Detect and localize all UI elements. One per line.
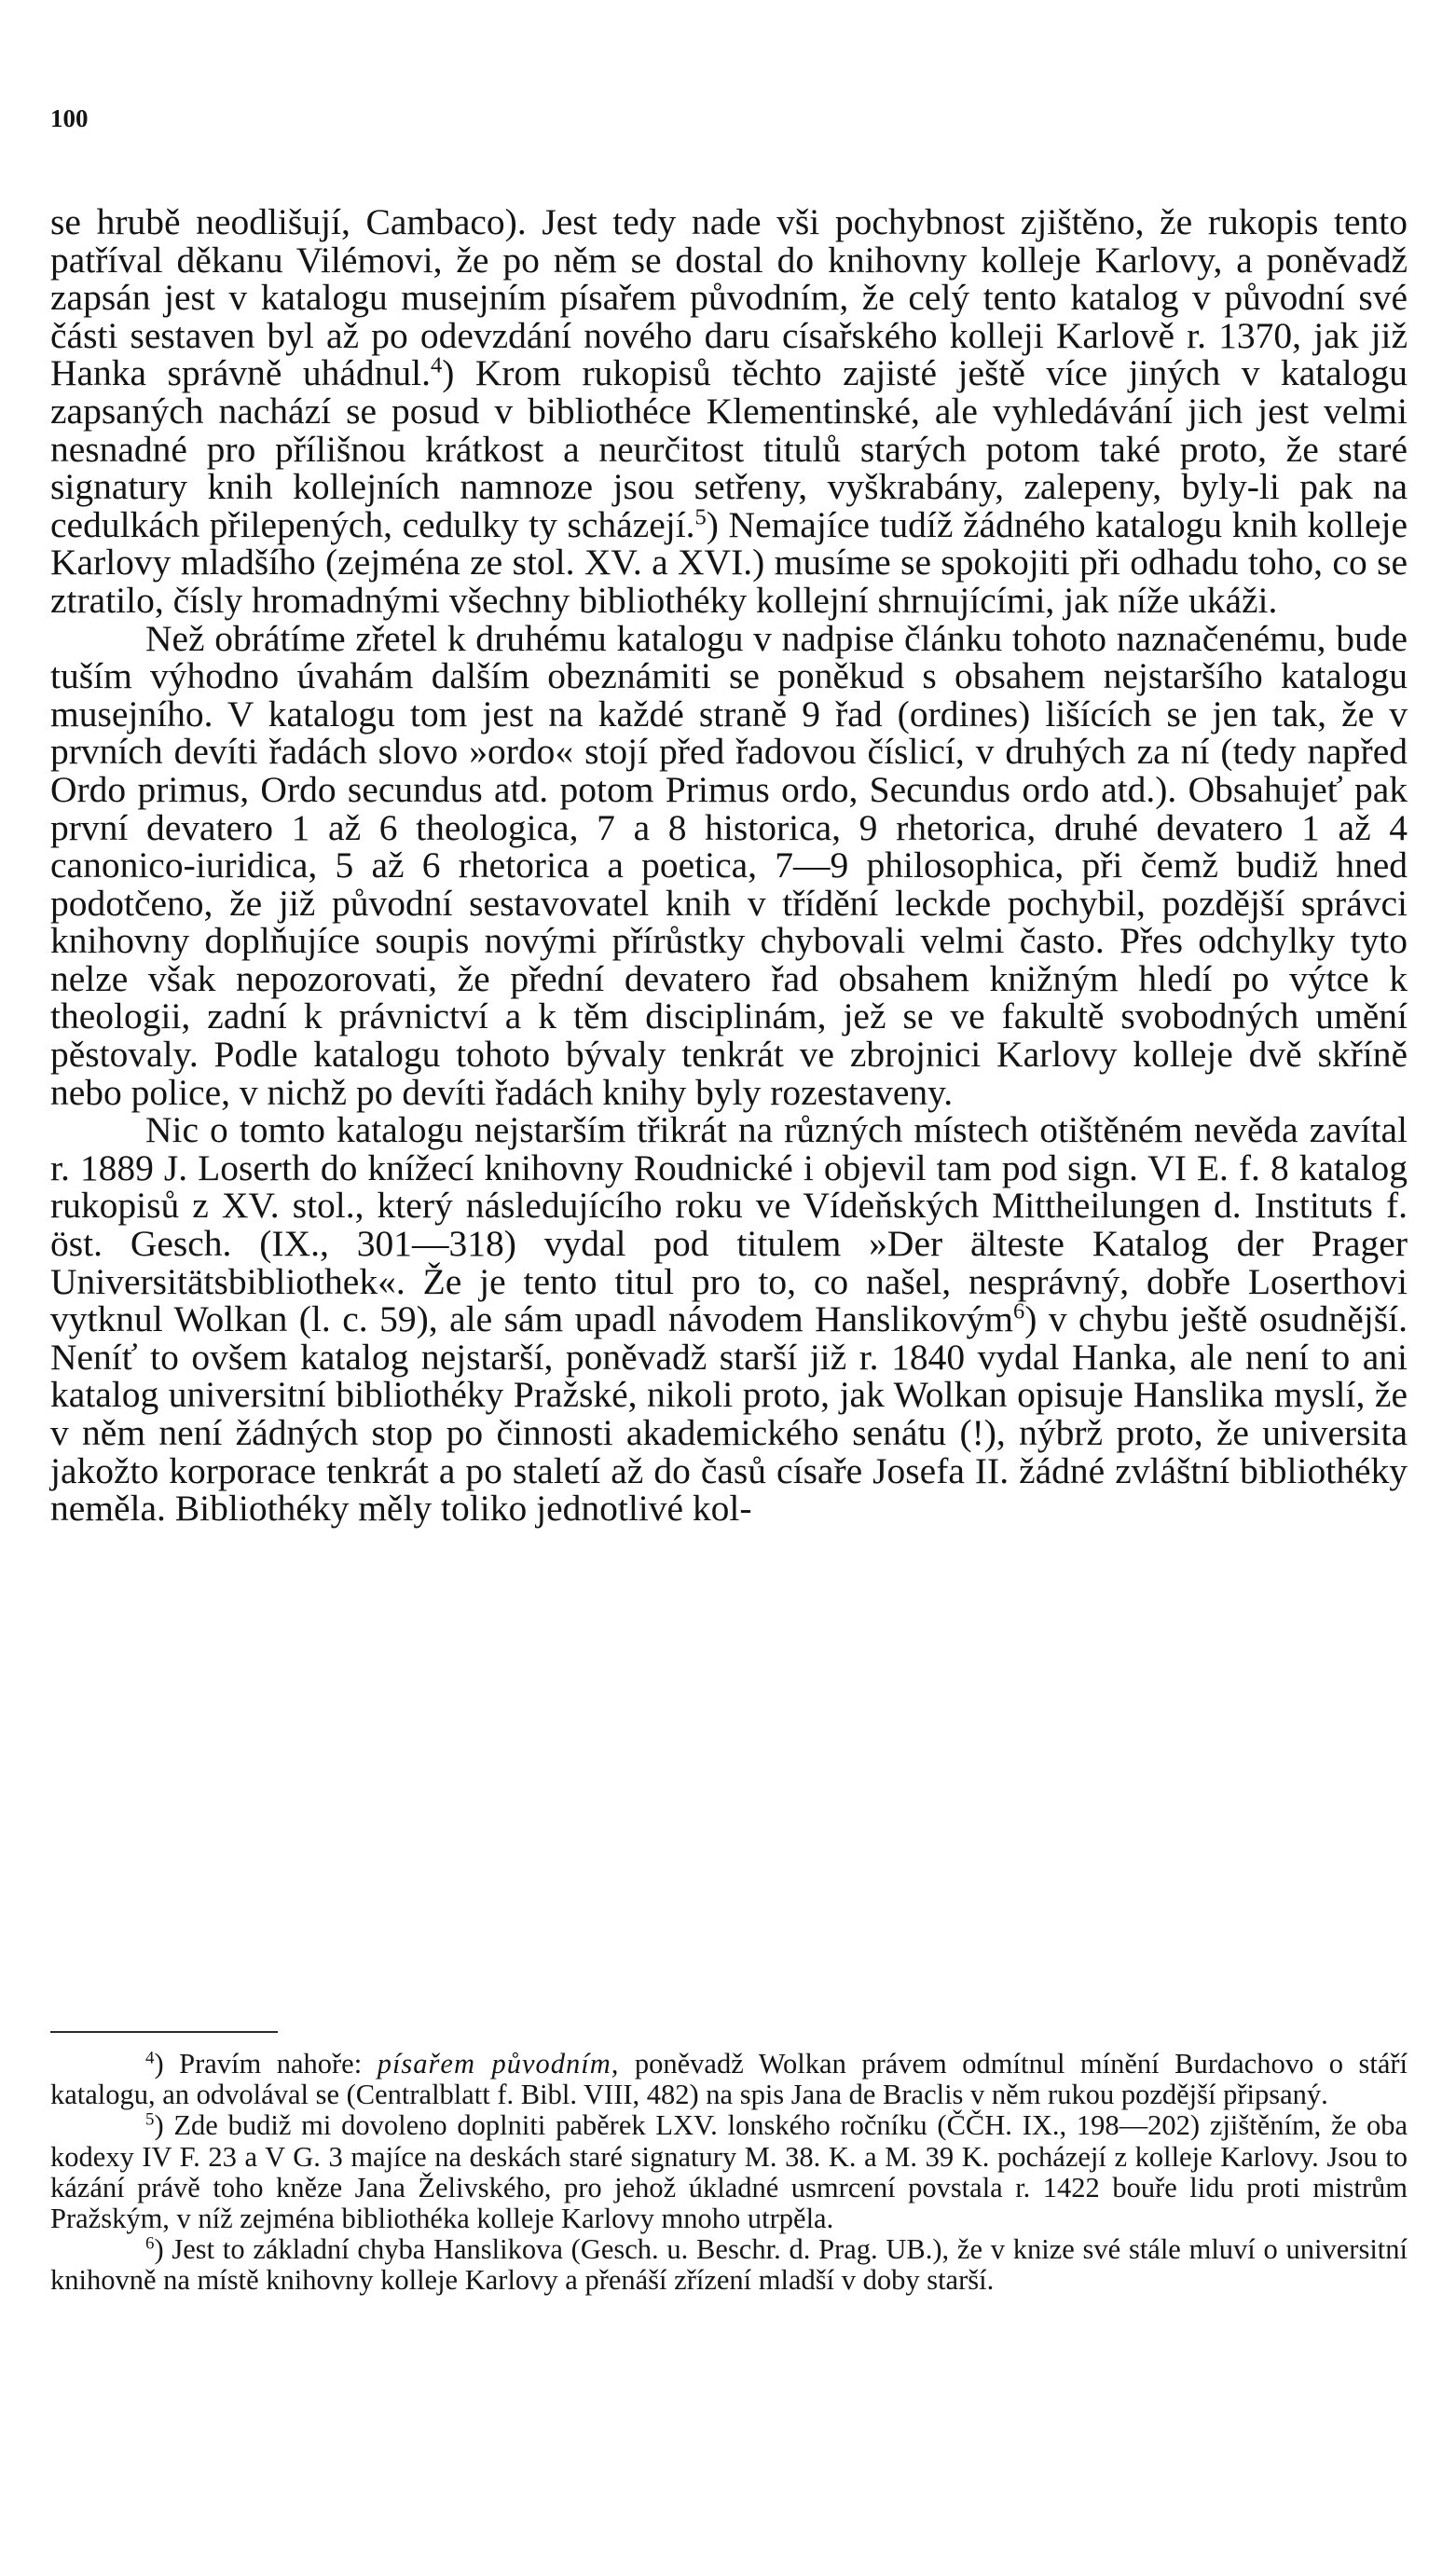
footnote-4: $^4$) Pravím nahoře: písařem původním, poněvadž Wolkan právem odmítnul mínění Burdachovo o stáří katalogu, an odvolával se (Centralblatt f. Bibl. VIII, 482) na spis Jana de Braclis v něm rukou pozdější připsaný.	[50, 2048, 1408, 2111]
page-number: 100	[50, 104, 89, 132]
paragraph-1: se hrubě neodlišují, Cambaco). Jest tedy nade vši pochybnost zjištěno, že rukopis tento patříval děkanu Vilémovi, že po něm se dostal do knihovny kolleje Karlovy, a poněvadž zapsán jest v katalogu musejním písařem původním, že celý tento katalog v původní své části sestaven byl až po odevzdání nového daru císařského kolleji Karlově r. 1370, jak již Hanka správně uhádnul.$^4$) Krom rukopisů těchto zajisté ještě více jiných v katalogu zapsaných nachází se posud v bibliothéce Klementinské, ale vyhledávání jich jest velmi nesnadné pro přílišnou krátkost a neurčitost titulů starých potom také proto, že staré signatury knih kollejních namnoze jsou setřeny, vyškrabány, zalepeny, byly-li pak na cedulkách přilepených, cedulky ty scházejí.$^5$) Nemajíce tudíž žádného katalogu knih kolleje Karlovy mladšího (zejména ze stol. XV. a XVI.) musíme se spokojiti při odhadu toho, co se ztratilo, čísly hromadnými všechny bibliothéky kollejní shrnujícími, jak níže ukáži.	[50, 201, 1408, 621]
footnote-ref-4[interactable]: 4	[430, 352, 443, 378]
footnote-5: $^5$) Zde budiž mi dovoleno doplniti paběrek LXV. lonského ročníku (ČČH. IX., 198—202) zjištěním, že oba kodexy IV F. 23 a V G. 3 majíce na deskách staré signatury M. 38. K. a M. 39 K. pocházejí z kolleje Karlovy. Jsou to kázání právě toho kněze Jana Želivského, pro jehož úkladné usmrcení povstala r. 1422 bouře lidu proti mistrům Pražským, v níž zejména bibliothéka kolleje Karlovy mnoho utrpěla.	[50, 2109, 1408, 2235]
paragraph-3: Nic o tomto katalogu nejstarším třikrát na různých místech otištěném nevěda zavítal r. 1889 J. Loserth do knížecí knihovny Roudnické i objevil tam pod sign. VI E. f. 8 katalog rukopisů z XV. stol., který následujícího roku ve Vídeňských Mittheilungen d. Instituts f. öst. Gesch. (IX., 301—318) vydal pod titulem »Der älteste Katalog der Prager Universitätsbibliothek«. Že je tento titul pro to, co našel, nesprávný, dobře Loserthovi vytknul Wolkan (l. c. 59), ale sám upadl návodem Hanslikovým$^6$) v chybu ještě osudnější. Neníť to ovšem katalog nejstarší, poněvadž starší již r. 1840 vydal Hanka, ale není to ani katalog universitní bibliothéky Pražské, nikoli proto, jak Wolkan opisuje Hanslika myslí, že v něm není žádných stop po činnosti akademického senátu (!), nýbrž proto, že universita jakožto korporace tenkrát a po staletí až do časů císaře Josefa II. žádné zvláštní bibliothéky neměla. Bibliothéky měly toliko jednotlivé kol-	[50, 1109, 1408, 1530]
main-text	[50, 203, 1408, 1528]
footnotes	[50, 2049, 1408, 2297]
paragraph-2: Než obrátíme zřetel k druhému katalogu v nadpise článku tohoto naznačenému, bude tuším výhodno úvahám dalším obeznámiti se poněkud s obsahem nejstaršího katalogu musejního. V katalogu tom jest na každé straně 9 řad (ordines) lišících se jen tak, že v prvních devíti řadách slovo »ordo« stojí před řadovou číslicí, v druhých za ní (tedy napřed Ordo primus, Ordo secundus atd. potom Primus ordo, Secundus ordo atd.). Obsahujeť pak první devatero 1 až 6 theologica, 7 a 8 historica, 9 rhetorica, druhé devatero 1 až 4 canonico-iuridica, 5 až 6 rhetorica a poetica, 7—9 philosophica, při čemž budiž hned podotčeno, že již původní sestavovatel knih v třídění leckde pochybil, pozdější správci knihovny doplňujíce soupis novými přírůstky chybovali velmi často. Přes odchylky tyto nelze však nepozorovati, že přední devatero řad obsahem knižným hledí po výtce k theologii, zadní k právnictví a k těm disciplinám, jež se ve fakultě svobodných umění pěstovaly. Podle katalogu tohoto bývaly tenkrát ve zbrojnici Karlovy kolleje dvě skříně nebo police, v nichž po devíti řadách knihy byly rozestaveny.	[50, 617, 1408, 1113]
footnote-ref-5[interactable]: 5	[694, 504, 707, 530]
footnote-divider	[50, 2031, 278, 2033]
footnote-ref-6[interactable]: 6	[1012, 1298, 1025, 1325]
footnote-6: $^6$) Jest to základní chyba Hanslikova (Gesch. u. Beschr. d. Prag. UB.), že v knize své stále mluví o universitní knihovně na místě knihovny kolleje Karlovy a přenáší zřízení mladší v doby starší.	[50, 2233, 1408, 2297]
